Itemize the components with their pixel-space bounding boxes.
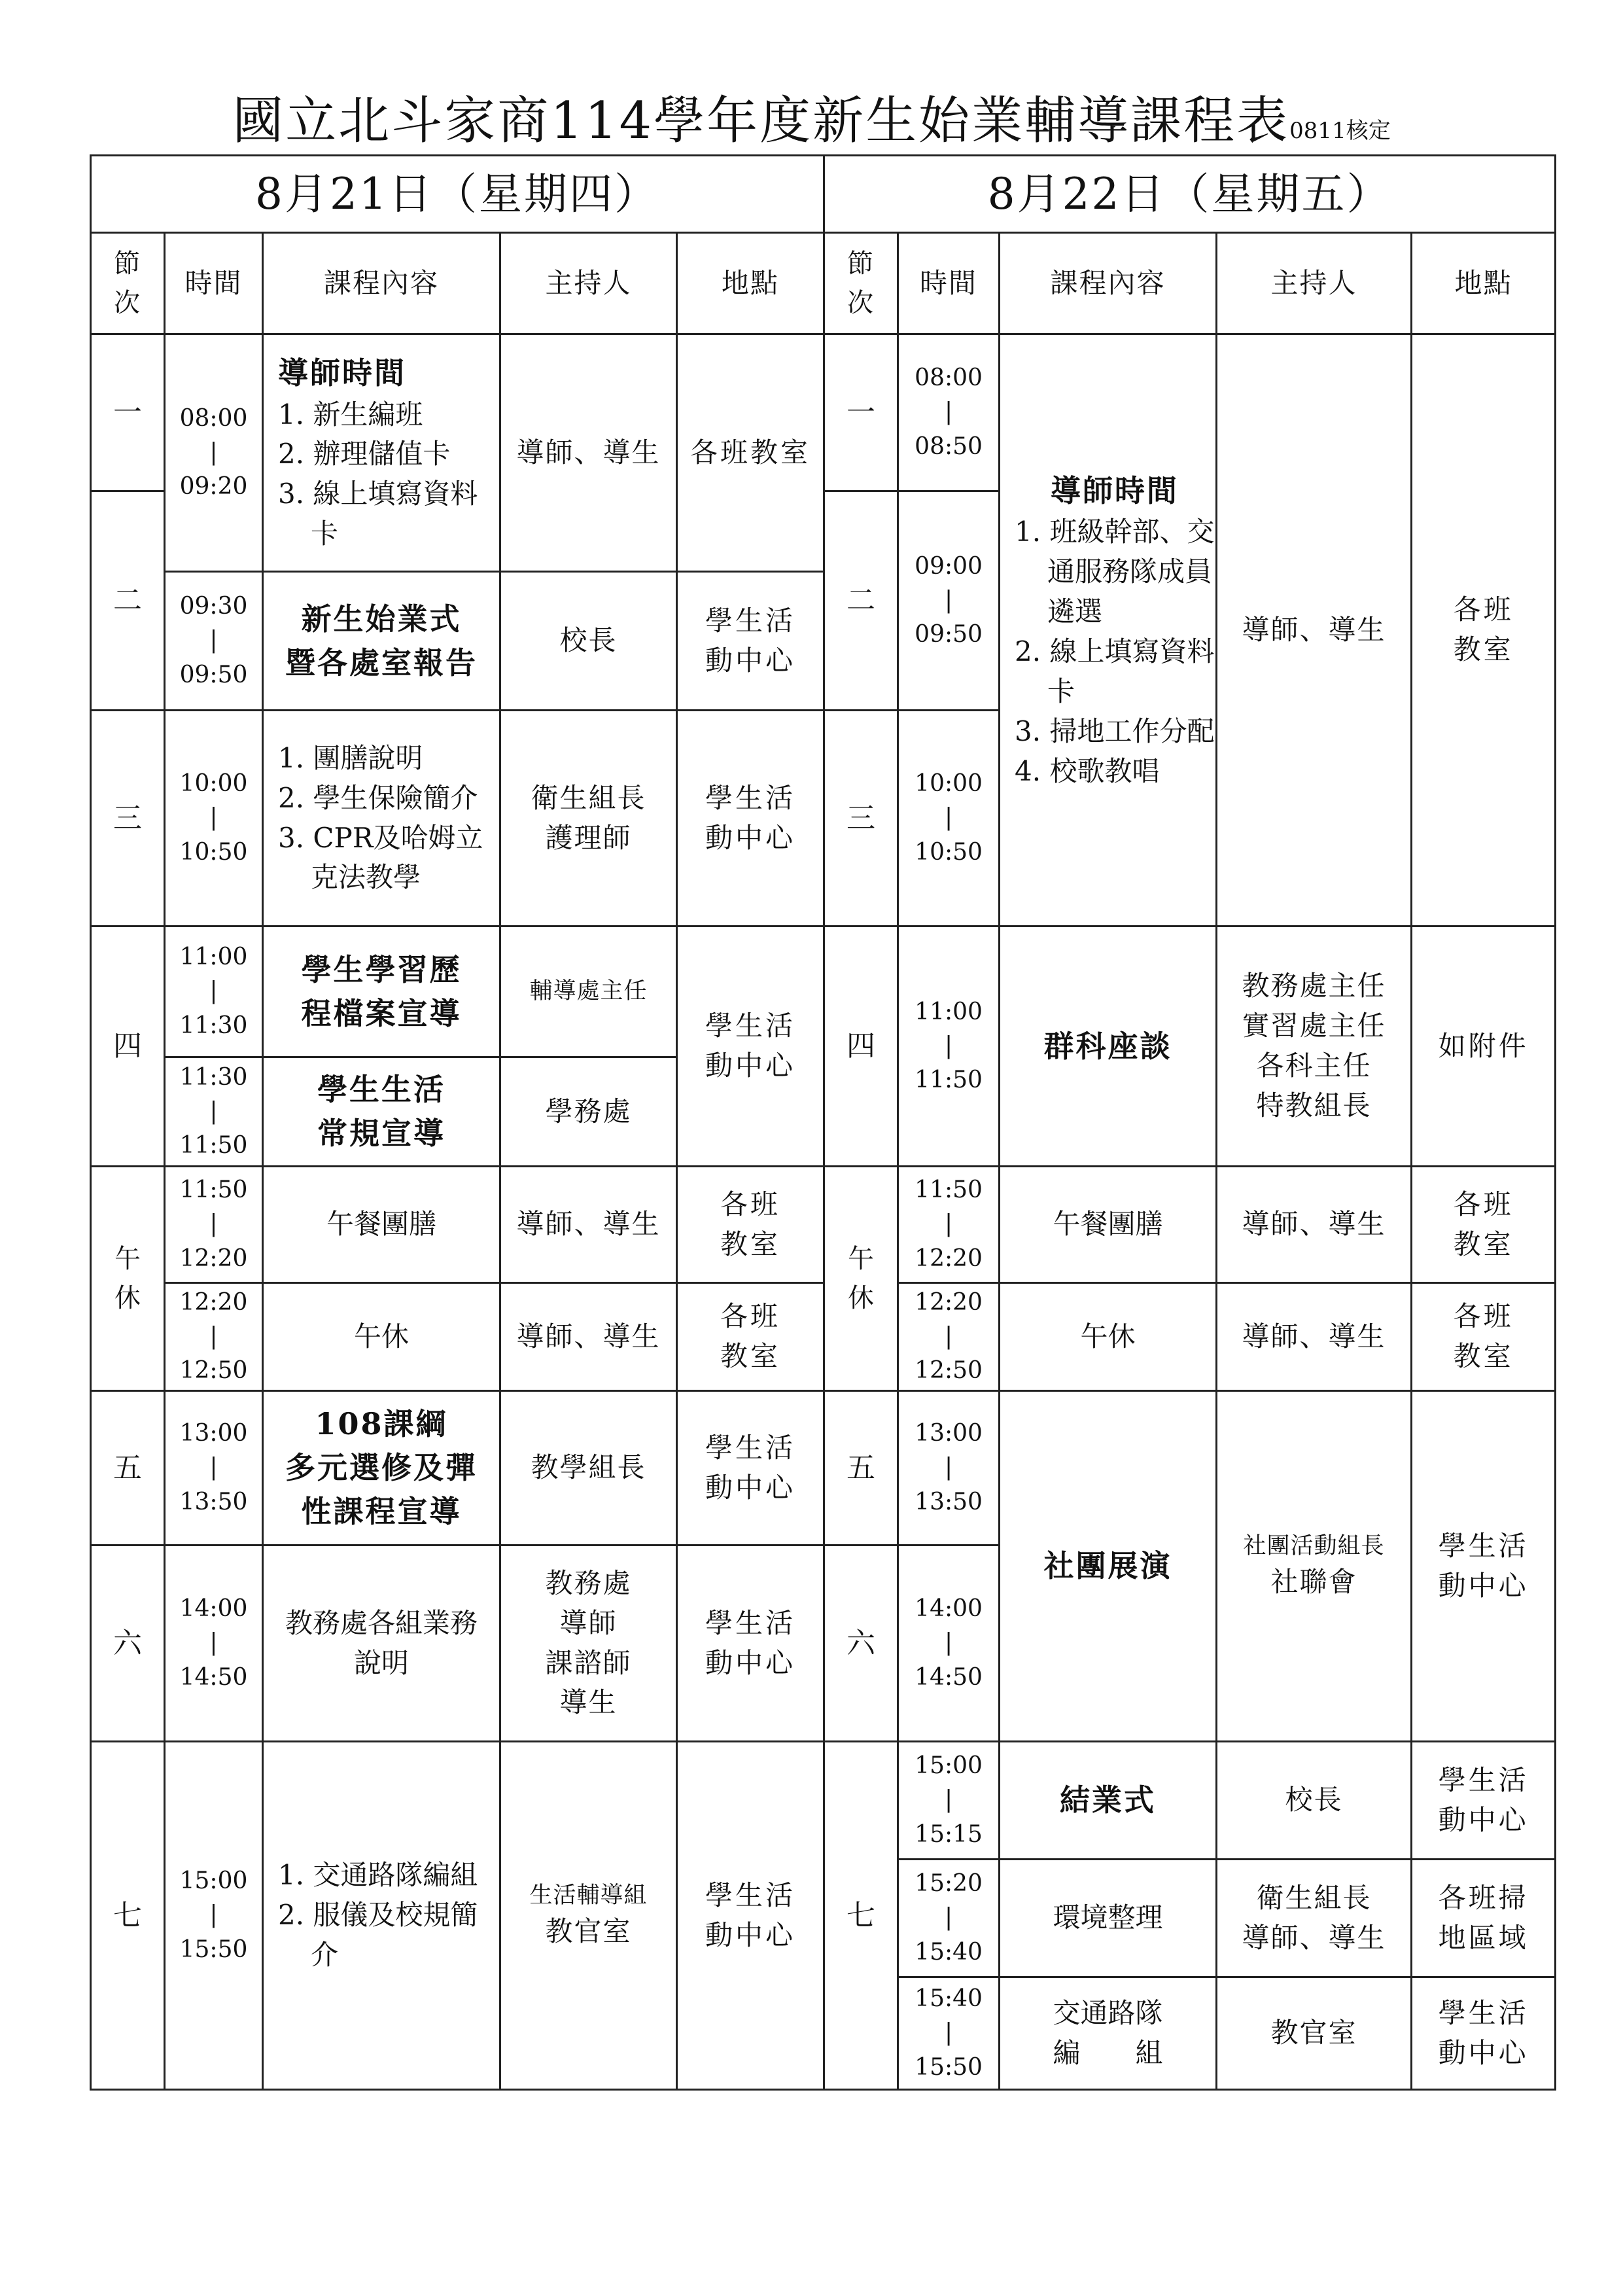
d2-r6-time: 14:00 | 14:50 (898, 1545, 1000, 1742)
d2-morning-host: 導師、導生 (1217, 334, 1412, 927)
d2-morning-content: 導師時間 1. 班級幹部、交通服務隊成員遴選 2. 線上填寫資料卡 3. 掃地工作分配 4. 校歌教唱 (1000, 334, 1217, 927)
d2-lunch-host: 導師、導生 (1217, 1167, 1412, 1283)
d1-r3-content: 1. 團膳說明 2. 學生保險簡介 3. CPR及哈姆立克法教學 (263, 711, 500, 927)
d2-rest-host: 導師、導生 (1217, 1283, 1412, 1391)
d2-club-location: 學生活 動中心 (1412, 1391, 1556, 1742)
d1-r4-location: 學生活 動中心 (677, 927, 824, 1167)
d1-r2-location: 學生活 動中心 (677, 572, 824, 711)
d2-lunch-location: 各班 教室 (1412, 1167, 1556, 1283)
d2-r4-host: 教務處主任 實習處主任 各科主任 特教組長 (1217, 927, 1412, 1167)
d2-period-2: 二 (824, 491, 898, 711)
d1-r7-location: 學生活 動中心 (677, 1742, 824, 2090)
d2-r2-time: 09:00 | 09:50 (898, 491, 1000, 711)
d1-period-3: 三 (91, 711, 165, 927)
d1-r1-host: 導師、導生 (500, 334, 677, 572)
d1-rest-location: 各班 教室 (677, 1283, 824, 1391)
d1-r5-host: 教學組長 (500, 1391, 677, 1545)
d1-r5-content: 108課綱 多元選修及彈 性課程宣導 (263, 1391, 500, 1545)
d2-r7a-content: 結業式 (1000, 1742, 1217, 1860)
d1-r6-location: 學生活 動中心 (677, 1545, 824, 1742)
d2-r7c-time: 15:40 | 15:50 (898, 1977, 1000, 2090)
d1-r6-host: 教務處 導師 課諮師 導生 (500, 1545, 677, 1742)
d2-r7b-time: 15:20 | 15:40 (898, 1860, 1000, 1977)
header-time-2: 時間 (898, 233, 1000, 334)
document-title (0, 88, 1623, 164)
title-main: 國立北斗家商114學年度新生始業輔導課程表 (232, 92, 1290, 150)
d1-r2-host: 校長 (500, 572, 677, 711)
d1-r2-time: 09:30 | 09:50 (165, 572, 263, 711)
day1-header: 8月21日（星期四） (91, 156, 824, 233)
d1-noon-break: 午 休 (91, 1167, 165, 1391)
d2-r3-time: 10:00 | 10:50 (898, 711, 1000, 927)
d2-r7a-location: 學生活 動中心 (1412, 1742, 1556, 1860)
d2-r7b-content: 環境整理 (1000, 1860, 1217, 1977)
header-content: 課程內容 (263, 233, 500, 334)
schedule-table (90, 154, 1556, 2091)
d1-r3-location: 學生活 動中心 (677, 711, 824, 927)
d1-lunch-host: 導師、導生 (500, 1167, 677, 1283)
d1-period-2: 二 (91, 491, 165, 711)
d2-r7c-host: 教官室 (1217, 1977, 1412, 2090)
d1-r4b-time: 11:30 | 11:50 (165, 1057, 263, 1167)
d1-rest-content: 午休 (263, 1283, 500, 1391)
d1-r7-time: 15:00 | 15:50 (165, 1742, 263, 2090)
header-host: 主持人 (500, 233, 677, 334)
d1-r5-location: 學生活 動中心 (677, 1391, 824, 1545)
d2-r4-location: 如附件 (1412, 927, 1556, 1167)
header-location-2: 地點 (1412, 233, 1556, 334)
d1-r1-location: 各班教室 (677, 334, 824, 572)
d1-r4a-time: 11:00 | 11:30 (165, 927, 263, 1057)
d2-period-3: 三 (824, 711, 898, 927)
d1-rest-time: 12:20 | 12:50 (165, 1283, 263, 1391)
d1-period-4: 四 (91, 927, 165, 1167)
d1-period-7: 七 (91, 1742, 165, 2090)
d2-r7b-host: 衛生組長 導師、導生 (1217, 1860, 1412, 1977)
header-host-2: 主持人 (1217, 233, 1412, 334)
d2-period-6: 六 (824, 1545, 898, 1742)
d2-r4-time: 11:00 | 11:50 (898, 927, 1000, 1167)
d1-lunch-content: 午餐團膳 (263, 1167, 500, 1283)
d1-rest-host: 導師、導生 (500, 1283, 677, 1391)
d2-r7c-location: 學生活 動中心 (1412, 1977, 1556, 2090)
d1-period-1: 一 (91, 334, 165, 491)
d2-club-host: 社團活動組長 社聯會 (1217, 1391, 1412, 1742)
d1-r6-content: 教務處各組業務 說明 (263, 1545, 500, 1742)
d1-period-6: 六 (91, 1545, 165, 1742)
d2-rest-location: 各班 教室 (1412, 1283, 1556, 1391)
d1-r4b-host: 學務處 (500, 1057, 677, 1167)
d2-r4-content: 群科座談 (1000, 927, 1217, 1167)
header-period: 節 次 (91, 233, 165, 334)
d1-r1-time: 08:00 | 09:20 (165, 334, 263, 572)
d2-r5-time: 13:00 | 13:50 (898, 1391, 1000, 1545)
d1-r6-time: 14:00 | 14:50 (165, 1545, 263, 1742)
d1-r3-time: 10:00 | 10:50 (165, 711, 263, 927)
d1-r2-content: 新生始業式 暨各處室報告 (263, 572, 500, 711)
d2-period-1: 一 (824, 334, 898, 491)
d2-period-5: 五 (824, 1391, 898, 1545)
title-approval-note: 0811核定 (1289, 118, 1391, 144)
header-time: 時間 (165, 233, 263, 334)
d2-rest-time: 12:20 | 12:50 (898, 1283, 1000, 1391)
header-content-2: 課程內容 (1000, 233, 1217, 334)
header-period-2: 節 次 (824, 233, 898, 334)
d2-lunch-time: 11:50 | 12:20 (898, 1167, 1000, 1283)
d2-rest-content: 午休 (1000, 1283, 1217, 1391)
d1-r4a-content: 學生學習歷 程檔案宣導 (263, 927, 500, 1057)
d2-period-4: 四 (824, 927, 898, 1167)
d1-r7-host: 生活輔導組 教官室 (500, 1742, 677, 2090)
d2-lunch-content: 午餐團膳 (1000, 1167, 1217, 1283)
d1-r1-content: 導師時間 1. 新生編班 2. 辦理儲值卡 3. 線上填寫資料卡 (263, 334, 500, 572)
d1-r7-content: 1. 交通路隊編組 2. 服儀及校規簡介 (263, 1742, 500, 2090)
d2-r1-time: 08:00 | 08:50 (898, 334, 1000, 491)
d1-r3-host: 衛生組長 護理師 (500, 711, 677, 927)
d1-lunch-location: 各班 教室 (677, 1167, 824, 1283)
d2-r7c-content: 交通路隊 編 組 (1000, 1977, 1217, 2090)
d1-lunch-time: 11:50 | 12:20 (165, 1167, 263, 1283)
d1-r4b-content: 學生生活 常規宣導 (263, 1057, 500, 1167)
d2-period-7: 七 (824, 1742, 898, 2090)
header-location: 地點 (677, 233, 824, 334)
d1-r4a-host: 輔導處主任 (500, 927, 677, 1057)
d2-r7b-location: 各班掃 地區域 (1412, 1860, 1556, 1977)
d1-r5-time: 13:00 | 13:50 (165, 1391, 263, 1545)
d2-r7a-time: 15:00 | 15:15 (898, 1742, 1000, 1860)
d2-morning-location: 各班 教室 (1412, 334, 1556, 927)
d2-club-content: 社團展演 (1000, 1391, 1217, 1742)
d1-period-5: 五 (91, 1391, 165, 1545)
day2-header: 8月22日（星期五） (824, 156, 1556, 233)
d2-noon-break: 午 休 (824, 1167, 898, 1391)
d2-r7a-host: 校長 (1217, 1742, 1412, 1860)
